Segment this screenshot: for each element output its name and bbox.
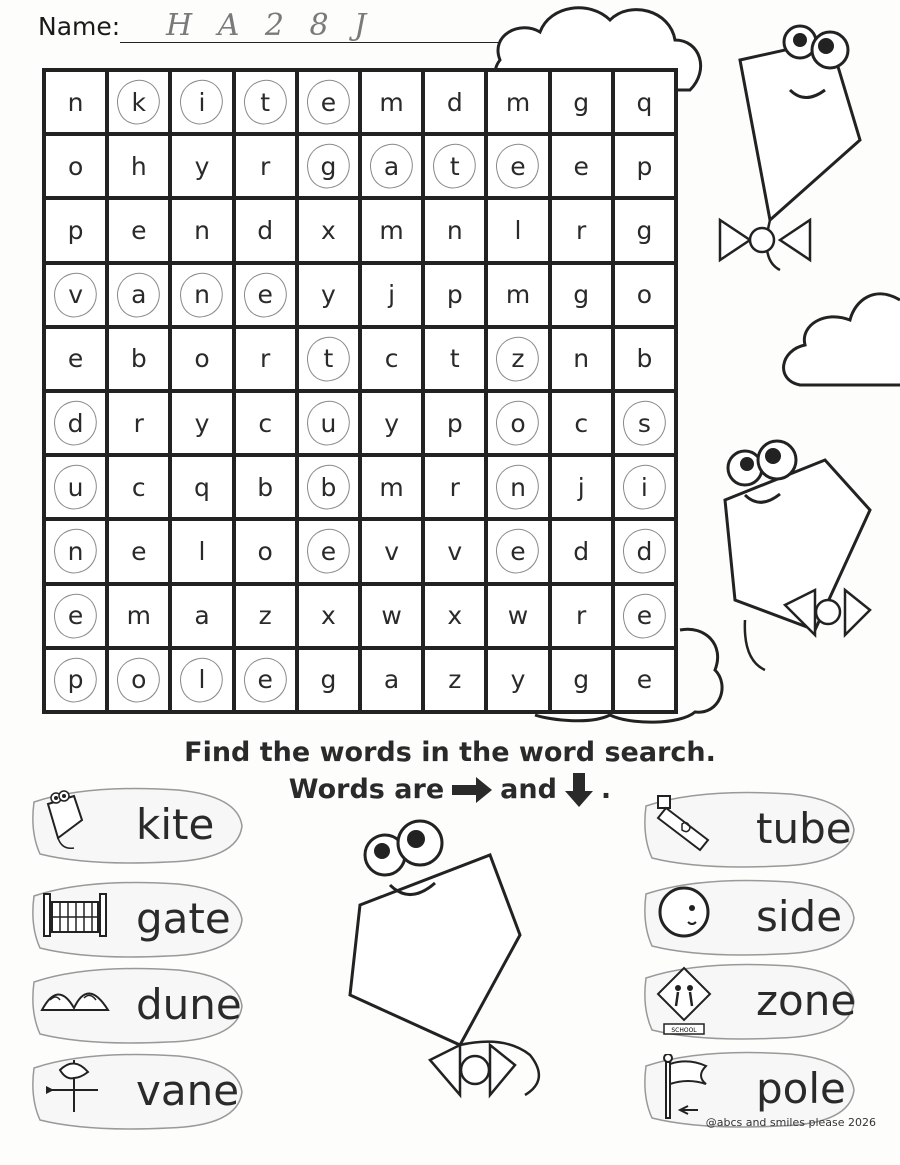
grid-cell[interactable]: m xyxy=(109,586,168,646)
name-label: Name: xyxy=(38,12,121,41)
word-label-vane: vane xyxy=(136,1066,240,1115)
grid-cell[interactable]: m xyxy=(488,265,547,325)
grid-cell[interactable]: g xyxy=(552,650,611,710)
arrow-right-icon xyxy=(452,777,492,803)
arrow-down-icon xyxy=(565,773,593,807)
grid-cell[interactable]: e xyxy=(615,586,674,646)
word-search-grid xyxy=(42,68,678,714)
grid-cell[interactable]: m xyxy=(488,72,547,132)
grid-cell[interactable]: v xyxy=(425,521,484,581)
grid-cell[interactable]: y xyxy=(488,650,547,710)
grid-cell[interactable]: b xyxy=(236,457,295,517)
grid-cell[interactable]: p xyxy=(46,200,105,260)
grid-cell[interactable]: g xyxy=(299,650,358,710)
grid-cell[interactable]: m xyxy=(362,200,421,260)
grid-cell[interactable]: r xyxy=(552,200,611,260)
grid-cell[interactable]: a xyxy=(362,650,421,710)
grid-cell[interactable]: e xyxy=(552,136,611,196)
name-row xyxy=(38,8,488,46)
cloud-middle-icon xyxy=(765,280,900,410)
word-label-pole: pole xyxy=(756,1064,846,1113)
grid-cell[interactable]: x xyxy=(425,586,484,646)
svg-text:SCHOOL: SCHOOL xyxy=(671,1027,697,1034)
grid-cell[interactable]: b xyxy=(109,329,168,389)
grid-cell[interactable]: d xyxy=(615,521,674,581)
grid-cell[interactable]: p xyxy=(46,650,105,710)
kite-character-center-icon xyxy=(330,815,560,1120)
grid-cell[interactable]: c xyxy=(362,329,421,389)
grid-cell[interactable]: p xyxy=(615,136,674,196)
word-tile-gate xyxy=(28,876,248,962)
grid-cell[interactable]: m xyxy=(362,457,421,517)
grid-cell[interactable]: y xyxy=(362,393,421,453)
grid-cell[interactable]: v xyxy=(362,521,421,581)
grid-cell[interactable]: g xyxy=(552,265,611,325)
grid-cell[interactable]: j xyxy=(552,457,611,517)
grid-cell[interactable]: g xyxy=(299,136,358,196)
grid-cell[interactable]: j xyxy=(362,265,421,325)
name-handwriting[interactable]: H A 2 8 J xyxy=(166,8,375,43)
word-tile-vane xyxy=(28,1048,248,1134)
weather-vane-icon xyxy=(40,1056,112,1128)
name-underline xyxy=(120,42,528,43)
grid-cell[interactable]: m xyxy=(362,72,421,132)
grid-cell[interactable]: p xyxy=(425,265,484,325)
instructions-words-are: Words are xyxy=(288,774,445,805)
grid-cell[interactable]: c xyxy=(109,457,168,517)
kite-character-middle-icon xyxy=(705,420,890,680)
word-label-side: side xyxy=(756,892,843,941)
grid-cell[interactable]: l xyxy=(172,650,231,710)
grid-cell[interactable]: q xyxy=(172,457,231,517)
kite-character-top-icon xyxy=(700,20,880,290)
grid-cell[interactable]: x xyxy=(299,200,358,260)
grid-cell[interactable]: r xyxy=(552,586,611,646)
grid-cell[interactable]: y xyxy=(299,265,358,325)
grid-cell[interactable]: a xyxy=(362,136,421,196)
grid-cell[interactable]: e xyxy=(236,650,295,710)
instructions-period: . xyxy=(600,774,612,805)
word-label-dune: dune xyxy=(136,980,242,1029)
grid-cell[interactable]: o xyxy=(109,650,168,710)
grid-cell[interactable]: q xyxy=(615,72,674,132)
kite-icon xyxy=(40,790,112,862)
grid-cell[interactable]: d xyxy=(425,72,484,132)
grid-cell[interactable]: y xyxy=(172,136,231,196)
grid-cell[interactable]: b xyxy=(615,329,674,389)
grid-cell[interactable]: d xyxy=(46,393,105,453)
grid-cell[interactable]: k xyxy=(109,72,168,132)
grid-cell[interactable]: r xyxy=(109,393,168,453)
grid-cell[interactable]: x xyxy=(299,586,358,646)
grid-cell[interactable]: r xyxy=(425,457,484,517)
grid-cell[interactable]: n xyxy=(46,72,105,132)
word-label-tube: tube xyxy=(756,804,852,853)
grid-cell[interactable]: n xyxy=(172,265,231,325)
grid-cell[interactable]: z xyxy=(236,586,295,646)
grid-cell[interactable]: l xyxy=(488,200,547,260)
grid-cell[interactable]: v xyxy=(46,265,105,325)
grid-cell[interactable]: e xyxy=(236,265,295,325)
instructions-and: and xyxy=(500,774,557,805)
grid-cell[interactable]: h xyxy=(109,136,168,196)
grid-cell[interactable]: d xyxy=(552,521,611,581)
instructions-line-2 xyxy=(289,771,611,808)
grid-cell[interactable]: o xyxy=(488,393,547,453)
grid-cell[interactable]: a xyxy=(109,265,168,325)
grid-cell[interactable]: t xyxy=(236,72,295,132)
grid-cell[interactable]: a xyxy=(172,586,231,646)
grid-cell[interactable]: z xyxy=(425,650,484,710)
grid-cell[interactable]: n xyxy=(46,521,105,581)
tube-icon xyxy=(652,794,724,866)
grid-cell[interactable]: p xyxy=(425,393,484,453)
grid-cell[interactable]: i xyxy=(172,72,231,132)
grid-cell[interactable]: o xyxy=(46,136,105,196)
school-zone-sign-icon xyxy=(652,966,724,1038)
gate-icon xyxy=(40,884,112,956)
grid-cell[interactable]: n xyxy=(425,200,484,260)
grid-cell[interactable]: r xyxy=(236,329,295,389)
instructions-line-1: Find the words in the word search. xyxy=(184,737,716,768)
credit-text: @abcs and smiles please 2026 xyxy=(705,1116,876,1129)
grid-cell[interactable]: t xyxy=(299,329,358,389)
word-tile-side xyxy=(640,874,860,960)
grid-cell[interactable]: y xyxy=(172,393,231,453)
grid-cell[interactable]: w xyxy=(488,586,547,646)
word-tile-dune xyxy=(28,962,248,1048)
grid-cell[interactable]: w xyxy=(362,586,421,646)
grid-cell[interactable]: e xyxy=(299,72,358,132)
grid-cell[interactable]: e xyxy=(488,521,547,581)
grid-cell[interactable]: g xyxy=(552,72,611,132)
grid-cell[interactable]: o xyxy=(236,521,295,581)
grid-cell[interactable]: e xyxy=(109,200,168,260)
word-tile-tube xyxy=(640,786,860,872)
grid-cell[interactable]: n xyxy=(172,200,231,260)
word-label-kite: kite xyxy=(136,800,215,849)
grid-cell[interactable]: n xyxy=(552,329,611,389)
grid-cell[interactable]: l xyxy=(172,521,231,581)
grid-cell[interactable]: e xyxy=(109,521,168,581)
grid-cell[interactable]: i xyxy=(615,457,674,517)
grid-cell[interactable]: u xyxy=(46,457,105,517)
word-label-gate: gate xyxy=(136,894,231,943)
grid-cell[interactable]: d xyxy=(236,200,295,260)
grid-cell[interactable]: e xyxy=(615,650,674,710)
grid-cell[interactable]: u xyxy=(299,393,358,453)
grid-cell[interactable]: o xyxy=(615,265,674,325)
grid-cell[interactable]: n xyxy=(488,457,547,517)
grid-cell[interactable]: e xyxy=(46,329,105,389)
grid-cell[interactable]: e xyxy=(46,586,105,646)
grid-cell[interactable]: z xyxy=(488,329,547,389)
word-tile-kite xyxy=(28,782,248,868)
grid-cell[interactable]: c xyxy=(552,393,611,453)
grid-cell[interactable]: b xyxy=(299,457,358,517)
grid-cell[interactable]: e xyxy=(488,136,547,196)
word-tile-zone xyxy=(640,958,860,1044)
word-label-zone: zone xyxy=(756,976,857,1025)
grid-cell[interactable]: r xyxy=(236,136,295,196)
dune-icon xyxy=(40,970,112,1042)
grid-cell[interactable]: c xyxy=(236,393,295,453)
grid-cell[interactable]: e xyxy=(299,521,358,581)
grid-cell[interactable]: t xyxy=(425,329,484,389)
grid-cell[interactable]: o xyxy=(172,329,231,389)
grid-cell[interactable]: g xyxy=(615,200,674,260)
grid-cell[interactable]: s xyxy=(615,393,674,453)
grid-cell[interactable]: t xyxy=(425,136,484,196)
side-face-icon xyxy=(652,882,724,954)
